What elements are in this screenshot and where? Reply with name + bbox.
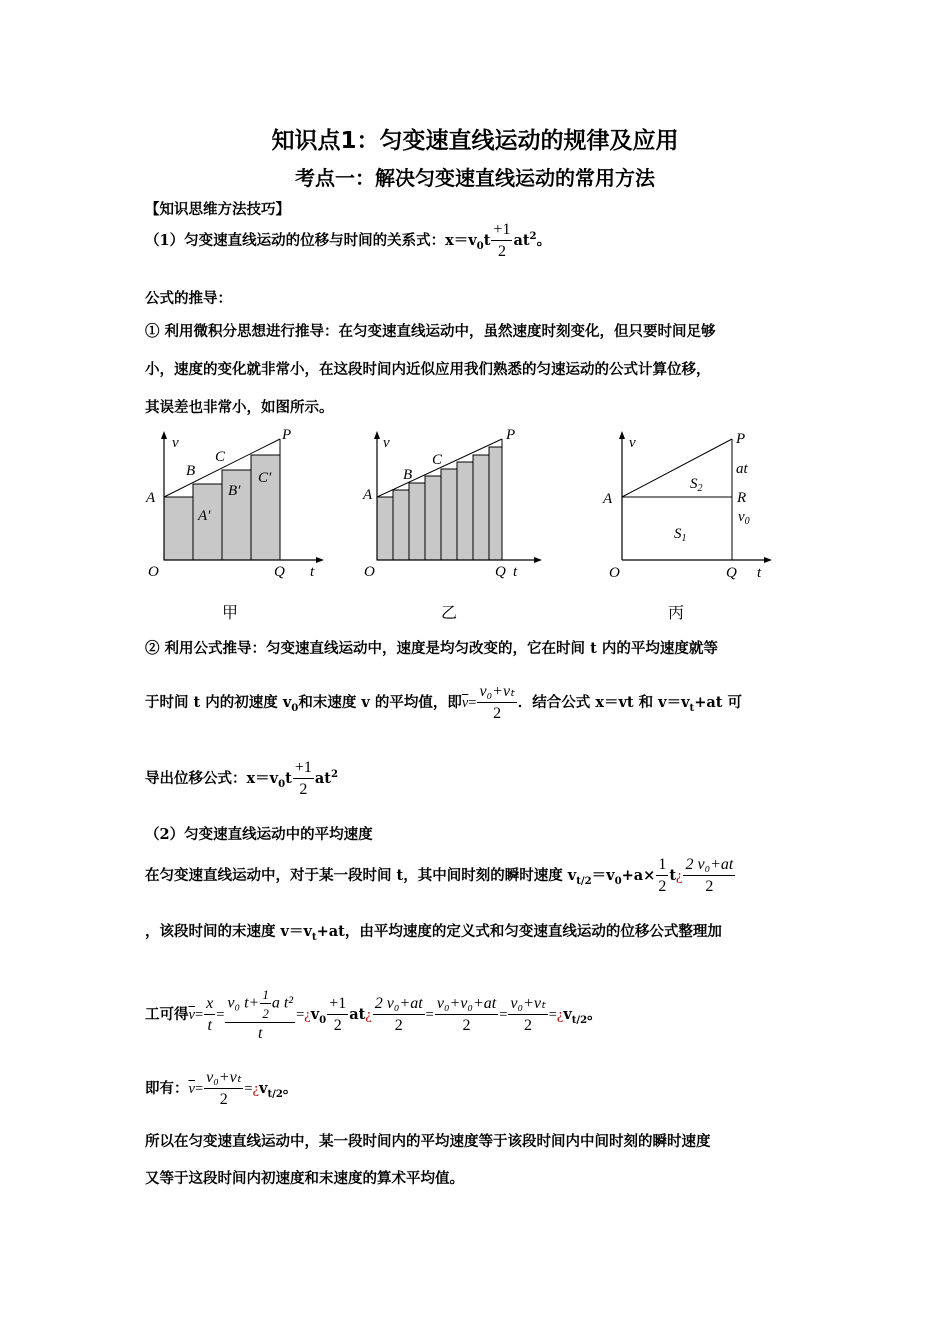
para2-line1: ② 利用公式推导：匀变速直线运动中，速度是均匀改变的，它在时间 t 内的平均速度就等 — [145, 640, 718, 657]
label-t: t — [310, 564, 315, 580]
conclusion-line1: 所以在匀变速直线运动中，某一段时间内的平均速度等于该段时间内中间时刻的瞬时速度 — [145, 1133, 711, 1150]
label-P: P — [282, 427, 292, 443]
label-Q: Q — [726, 565, 737, 581]
label-P: P — [506, 427, 516, 443]
label-A-prime: A′ — [198, 508, 211, 524]
fraction: $\frac{+1}{2}$ — [493, 221, 511, 260]
section-label: 【知识思维方法技巧】 — [145, 201, 290, 218]
label-C: C — [215, 449, 226, 465]
figure-bing — [600, 425, 800, 585]
figure-jia — [140, 425, 340, 585]
label-C-prime: C′ — [258, 470, 272, 486]
label-O: O — [609, 565, 620, 581]
formula-line-1: （1）匀变速直线运动的位移与时间的关系式：$x=v_0t$ $\frac{+1}{2}$ $at^2$。 — [145, 221, 552, 260]
para1-line2: 小，速度的变化就非常小，在这段时间内近似应用我们熟悉的匀速运动的公式计算位移， — [145, 361, 711, 378]
label-t: t — [757, 565, 762, 581]
label-R: R — [737, 490, 747, 506]
para5-equation: 即有：$\overline{v}=$ $\frac{\text{v₀+vₜ}}{2}$ $=¿v_{t/2}$。 — [145, 1069, 298, 1108]
label-B: B — [403, 467, 413, 483]
label-v: v — [383, 435, 390, 451]
label-at: at — [736, 461, 748, 477]
fraction: $\frac{\text{v₀+vₜ}}{2}$ — [479, 683, 515, 722]
fraction: $\frac{\text{2 v₀+at}}{2}$ — [685, 856, 734, 895]
page-subtitle: 考点一：解决匀变速直线运动的常用方法 — [295, 166, 655, 190]
fraction: $\frac{\text{v₀+vₜ}}{2}$ — [510, 995, 546, 1034]
page-title: 知识点1：匀变速直线运动的规律及应用 — [271, 128, 679, 154]
fraction: $\frac{\text{2 v₀+at}}{2}$ — [374, 995, 423, 1034]
label-P: P — [736, 431, 746, 447]
fraction: $\frac{\text{v₀+vₜ}}{2}$ — [206, 1069, 242, 1108]
label-t: t — [513, 564, 518, 580]
fraction: $\frac{1}{2}$ — [658, 856, 667, 895]
caption-jia: 甲 — [222, 603, 239, 622]
para3-line2: ，该段时间的末速度 $v=v_t+at$，由平均速度的定义式和匀变速直线运动的位移公式整理加 — [145, 923, 722, 943]
derive-label: 公式的推导： — [145, 290, 232, 307]
caption-bing: 丙 — [668, 603, 685, 622]
label-Q: Q — [495, 564, 506, 580]
label-Q: Q — [274, 564, 285, 580]
para1-line3: 其误差也非常小，如图所示。 — [145, 399, 334, 416]
conclusion-line2: 又等于这段时间内初速度和末速度的算术平均值。 — [145, 1170, 464, 1187]
item2-title: （2）匀变速直线运动中的平均速度 — [145, 826, 373, 843]
label-B: B — [186, 463, 196, 479]
label-O: O — [364, 564, 375, 580]
label-v0: $v_0$ — [738, 509, 750, 527]
para1-line1: ① 利用微积分思想进行推导：在匀变速直线运动中，虽然速度时刻变化，但只要时间足够 — [145, 323, 716, 340]
label-v: v — [629, 435, 636, 451]
label-S1: $S_1$ — [674, 526, 687, 544]
para3-line1: 在匀变速直线运动中，对于某一段时间 t，其中间时刻的瞬时速度 $v_{t/2}=v_0+a\times$ $\frac{1}{2}$ t¿ $\frac{\text{2 v₀+at}}{2}$ — [145, 856, 734, 895]
label-A: A — [363, 487, 373, 503]
label-B-prime: B′ — [228, 483, 241, 499]
caption-yi: 乙 — [441, 603, 458, 622]
figure-yi — [358, 425, 558, 585]
fraction: $\frac{+1}{2}$ — [329, 995, 347, 1034]
para2-line3: 导出位移公式：$x=v_0t$ $\frac{+1}{2}$ $at^2$ — [145, 759, 338, 798]
para2-line2: 于时间 t 内的初速度 $v_0$和末速度 v 的平均值，即$\overline{v}=$ $\frac{\text{v₀+vₜ}}{2}$ ．结合公式 x＝vt 和 $v=v_t+at$ 可 — [145, 683, 743, 722]
label-A: A — [603, 491, 613, 507]
label-O: O — [148, 564, 159, 580]
fraction: v₀ t+ $\frac{1}{2}$ a t² t — [227, 987, 294, 1042]
fraction: $\frac{+1}{2}$ — [294, 759, 312, 798]
label-C: C — [432, 452, 443, 468]
fraction: $\frac{x}{t}$ — [206, 995, 214, 1034]
para4-equation: 工可得$\overline{v}=$ $\frac{x}{t}$ = v₀ t+ $\frac{1}{2}$ a t² t $=¿v_0$ $\frac{+1}{2}$ at¿ $\frac{\text{2 v₀+at}}{2}$ = $\frac{\text{v₀+v₀+at}}{2}$ = $\frac{\text{v₀+vₜ}}{2}$ $=¿v_{t/2}$。 — [145, 987, 602, 1042]
label-S2: $S_2$ — [690, 476, 703, 494]
label-v: v — [172, 435, 179, 451]
label-A: A — [146, 490, 156, 506]
fraction: $\frac{\text{v₀+v₀+at}}{2}$ — [436, 995, 497, 1034]
